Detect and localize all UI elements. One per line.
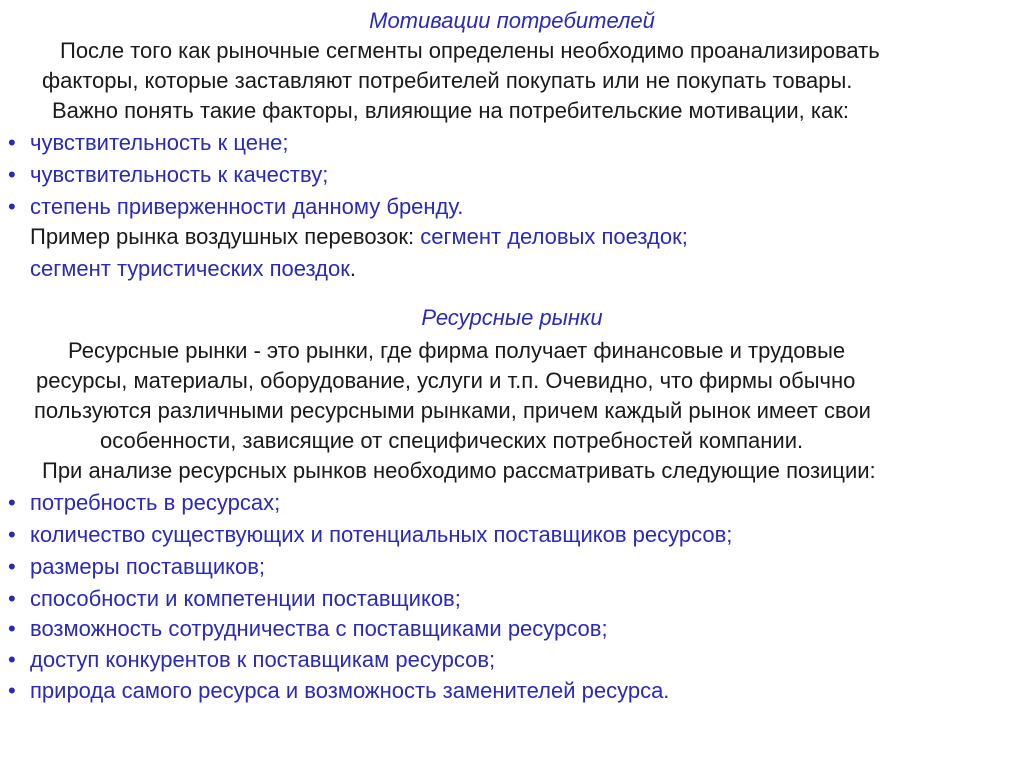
example-line-2: [30, 254, 356, 284]
bullet-text: размеры поставщиков;: [30, 554, 266, 579]
bullet-text: способности и компетенции поставщиков;: [30, 586, 461, 611]
section1-para-line-3: Важно понять такие факторы, влияющие на потребительские мотивации, как:: [52, 98, 849, 123]
section1-para-line-1: После того как рыночные сегменты определены необходимо проанализировать: [60, 38, 880, 63]
bullet-text: потребность в ресурсах;: [30, 490, 281, 515]
bullet-text: возможность сотрудничества с поставщиками ресурсов;: [30, 616, 608, 641]
bullet-icon: •: [8, 194, 16, 219]
section2-para-line-3: пользуются различными ресурсными рынками, причем каждый рынок имеет свои: [34, 398, 871, 423]
section2-para-line-5: При анализе ресурсных рынков необходимо рассматривать следующие позиции:: [42, 458, 876, 483]
example-segment-business: сегмент деловых поездок;: [420, 224, 688, 249]
bullet-icon: •: [8, 130, 16, 155]
example-line-1: [30, 222, 688, 252]
bullet-icon: •: [8, 554, 16, 579]
bullet-text: степень приверженности данному бренду.: [30, 194, 464, 219]
section2-bullet-2: [8, 520, 732, 550]
section2-para-line-4: особенности, зависящие от специфических потребностей компании.: [100, 428, 804, 453]
example-segment-tourist: сегмент туристических поездок: [30, 256, 350, 281]
section1-para-line-2: факторы, которые заставляют потребителей покупать или не покупать товары.: [42, 68, 853, 93]
section2-bullet-5: [8, 614, 608, 644]
section1-heading: Мотивации потребителей: [369, 8, 655, 33]
bullet-text: доступ конкурентов к поставщикам ресурсов;: [30, 647, 496, 672]
section2-bullet-7: [8, 676, 669, 706]
example-prefix: Пример рынка воздушных перевозок:: [30, 224, 421, 249]
section2-bullet-4: [8, 584, 461, 614]
section2-heading: Ресурсные рынки: [421, 305, 603, 330]
section2-bullet-1: [8, 488, 280, 518]
bullet-icon: •: [8, 678, 16, 703]
section1-bullet-1: [8, 128, 288, 158]
bullet-icon: •: [8, 162, 16, 187]
bullet-text: чувствительность к цене;: [30, 130, 289, 155]
example-end: .: [349, 256, 356, 281]
bullet-text: количество существующих и потенциальных поставщиков ресурсов;: [30, 522, 733, 547]
bullet-text: природа самого ресурса и возможность заменителей ресурса.: [30, 678, 670, 703]
section1-bullet-2: [8, 160, 328, 190]
bullet-icon: •: [8, 616, 16, 641]
section2-bullet-3: [8, 552, 265, 582]
bullet-icon: •: [8, 647, 16, 672]
bullet-icon: •: [8, 586, 16, 611]
section2-para-line-2: ресурсы, материалы, оборудование, услуги и т.п. Очевидно, что фирмы обычно: [36, 368, 856, 393]
bullet-icon: •: [8, 490, 16, 515]
section2-bullet-6: [8, 645, 495, 675]
bullet-text: чувствительность к качеству;: [30, 162, 329, 187]
section1-bullet-3: [8, 192, 463, 222]
section2-para-line-1: Ресурсные рынки - это рынки, где фирма получает финансовые и трудовые: [68, 338, 846, 363]
bullet-icon: •: [8, 522, 16, 547]
